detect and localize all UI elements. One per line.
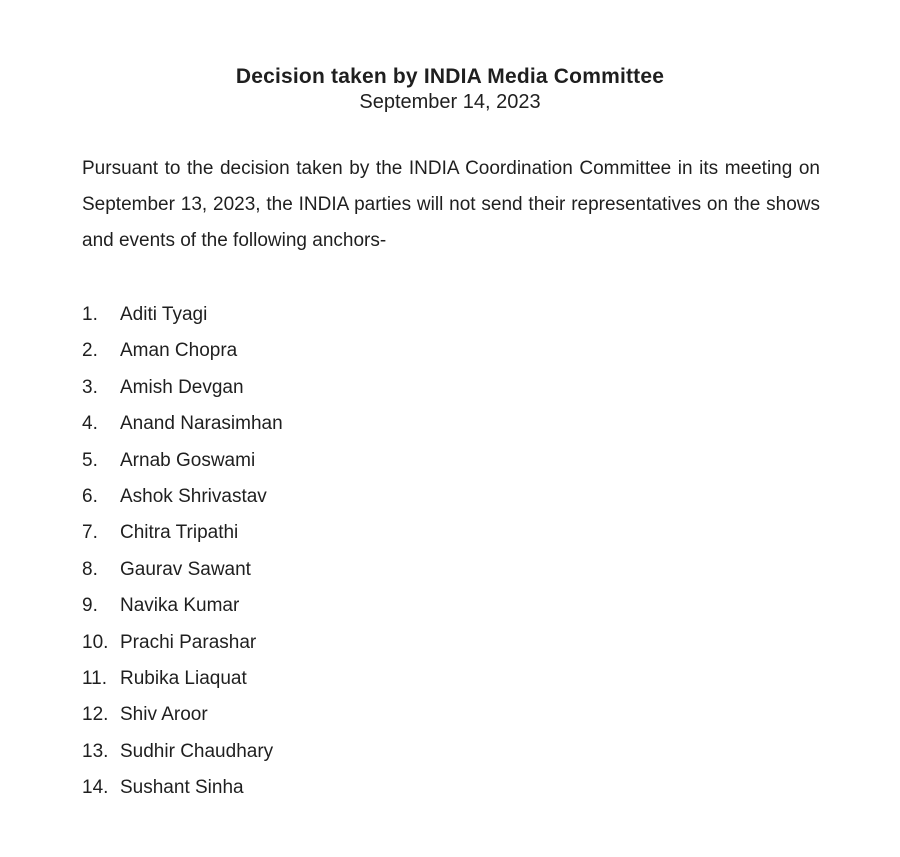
list-item-number: 13. [82, 740, 109, 762]
list-item-number: 7. [82, 522, 98, 544]
list-item-number: 8. [82, 558, 98, 580]
document-header [0, 0, 900, 114]
list-item-name: Sushant Sinha [120, 777, 244, 799]
list-item-name: Gaurav Sawant [120, 558, 251, 580]
list-item-name: Amish Devgan [120, 376, 244, 398]
list-item-name: Prachi Parashar [120, 631, 257, 653]
list-item [82, 552, 900, 588]
list-item [82, 406, 900, 442]
list-item-name: Aditi Tyagi [120, 304, 208, 325]
list-item [82, 661, 900, 697]
list-item-number: 10. [82, 631, 109, 653]
body-paragraph: Pursuant to the decision taken by the INDIA Coordination Committee in its meeting on September 13, 2023, the INDIA parties will not send their representatives on the shows and events of the following anchors- [82, 158, 820, 251]
list-item [82, 297, 900, 333]
document-date: September 14, 2023 [359, 91, 541, 113]
list-item [82, 697, 900, 733]
list-item-number: 4. [82, 413, 98, 435]
list-item [82, 333, 900, 369]
list-item-number: 3. [82, 376, 98, 398]
list-item-name: Navika Kumar [120, 595, 240, 617]
list-item-name: Chitra Tripathi [120, 522, 239, 544]
list-item [82, 588, 900, 624]
list-item [82, 770, 900, 806]
list-item [82, 515, 900, 551]
list-item-number: 6. [82, 486, 98, 508]
list-item-name: Anand Narasimhan [120, 413, 283, 435]
list-item-name: Ashok Shrivastav [120, 486, 267, 508]
list-item-number: 1. [82, 304, 98, 325]
list-item [82, 443, 900, 479]
list-item-number: 9. [82, 595, 98, 617]
list-item [82, 479, 900, 515]
anchor-list [82, 297, 900, 807]
list-item-number: 2. [82, 340, 98, 362]
page-title: Decision taken by INDIA Media Committee [235, 65, 665, 88]
list-item-name: Shiv Aroor [120, 704, 208, 726]
list-item [82, 370, 900, 406]
list-item-name: Arnab Goswami [120, 449, 256, 471]
list-item [82, 625, 900, 661]
list-item-name: Aman Chopra [120, 340, 238, 362]
list-item-number: 14. [82, 777, 109, 799]
list-item-number: 5. [82, 449, 98, 471]
list-item-number: 12. [82, 704, 109, 726]
list-item-number: 11. [82, 668, 108, 690]
list-item [82, 734, 900, 770]
list-item-name: Sudhir Chaudhary [120, 740, 274, 762]
list-item-name: Rubika Liaquat [120, 668, 247, 690]
